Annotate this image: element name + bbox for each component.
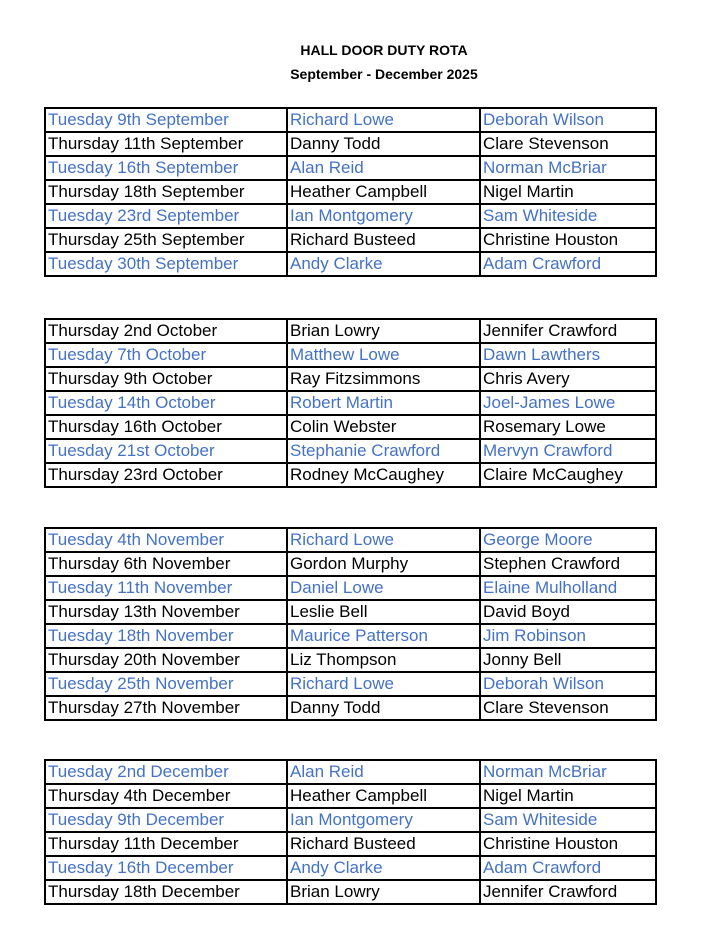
rota-table-december	[44, 759, 657, 905]
table-row	[45, 463, 656, 487]
duty-person-2-cell: Nigel Martin	[480, 784, 656, 808]
duty-date-cell: Tuesday 4th November	[45, 528, 287, 552]
duty-date-cell: Tuesday 9th September	[45, 108, 287, 132]
duty-date-cell: Thursday 2nd October	[45, 319, 287, 343]
table-row	[45, 367, 656, 391]
duty-person-2-cell: Mervyn Crawford	[480, 439, 656, 463]
duty-person-1-cell: Ray Fitzsimmons	[287, 367, 480, 391]
duty-person-2-cell: Sam Whiteside	[480, 204, 656, 228]
duty-date-cell: Tuesday 9th December	[45, 808, 287, 832]
duty-person-1-cell: Matthew Lowe	[287, 343, 480, 367]
duty-date-cell: Thursday 25th September	[45, 228, 287, 252]
duty-person-2-cell: Claire McCaughey	[480, 463, 656, 487]
duty-person-2-cell: Nigel Martin	[480, 180, 656, 204]
duty-date-cell: Tuesday 30th September	[45, 252, 287, 276]
table-row	[45, 600, 656, 624]
duty-person-2-cell: Christine Houston	[480, 228, 656, 252]
duty-person-1-cell: Gordon Murphy	[287, 552, 480, 576]
duty-person-2-cell: Sam Whiteside	[480, 808, 656, 832]
duty-person-2-cell: Norman McBriar	[480, 156, 656, 180]
table-row	[45, 576, 656, 600]
table-row	[45, 832, 656, 856]
duty-person-1-cell: Brian Lowry	[287, 880, 480, 904]
page-title: HALL DOOR DUTY ROTA	[300, 42, 468, 58]
duty-person-2-cell: Clare Stevenson	[480, 132, 656, 156]
duty-person-1-cell: Brian Lowry	[287, 319, 480, 343]
duty-person-2-cell: Jennifer Crawford	[480, 319, 656, 343]
duty-person-1-cell: Richard Lowe	[287, 672, 480, 696]
table-row	[45, 528, 656, 552]
duty-person-1-cell: Daniel Lowe	[287, 576, 480, 600]
rota-table-october	[44, 318, 657, 488]
table-row	[45, 439, 656, 463]
duty-date-cell: Tuesday 16th December	[45, 856, 287, 880]
duty-person-2-cell: Christine Houston	[480, 832, 656, 856]
duty-date-cell: Thursday 4th December	[45, 784, 287, 808]
duty-date-cell: Tuesday 25th November	[45, 672, 287, 696]
duty-date-cell: Tuesday 7th October	[45, 343, 287, 367]
duty-date-cell: Thursday 27th November	[45, 696, 287, 720]
duty-person-1-cell: Colin Webster	[287, 415, 480, 439]
duty-person-2-cell: Norman McBriar	[480, 760, 656, 784]
duty-person-1-cell: Andy Clarke	[287, 252, 480, 276]
duty-person-1-cell: Robert Martin	[287, 391, 480, 415]
duty-person-1-cell: Ian Montgomery	[287, 808, 480, 832]
duty-date-cell: Tuesday 23rd September	[45, 204, 287, 228]
table-row	[45, 760, 656, 784]
duty-person-1-cell: Richard Busteed	[287, 832, 480, 856]
table-row	[45, 108, 656, 132]
table-row	[45, 552, 656, 576]
duty-person-1-cell: Rodney McCaughey	[287, 463, 480, 487]
duty-person-2-cell: Deborah Wilson	[480, 672, 656, 696]
table-row	[45, 228, 656, 252]
duty-person-2-cell: George Moore	[480, 528, 656, 552]
duty-date-cell: Thursday 13th November	[45, 600, 287, 624]
duty-person-1-cell: Richard Busteed	[287, 228, 480, 252]
duty-person-2-cell: David Boyd	[480, 600, 656, 624]
table-row	[45, 784, 656, 808]
table-row	[45, 204, 656, 228]
duty-person-2-cell: Jennifer Crawford	[480, 880, 656, 904]
table-row	[45, 808, 656, 832]
duty-person-2-cell: Jonny Bell	[480, 648, 656, 672]
table-row	[45, 319, 656, 343]
duty-person-2-cell: Chris Avery	[480, 367, 656, 391]
table-row	[45, 672, 656, 696]
table-row	[45, 391, 656, 415]
duty-date-cell: Tuesday 14th October	[45, 391, 287, 415]
table-row	[45, 648, 656, 672]
duty-person-1-cell: Liz Thompson	[287, 648, 480, 672]
duty-person-2-cell: Elaine Mulholland	[480, 576, 656, 600]
duty-person-1-cell: Heather Campbell	[287, 180, 480, 204]
duty-date-cell: Tuesday 11th November	[45, 576, 287, 600]
table-row	[45, 415, 656, 439]
duty-date-cell: Thursday 9th October	[45, 367, 287, 391]
rota-table-november	[44, 527, 657, 721]
duty-person-2-cell: Clare Stevenson	[480, 696, 656, 720]
duty-person-1-cell: Alan Reid	[287, 156, 480, 180]
document-header	[0, 38, 712, 86]
table-row	[45, 156, 656, 180]
rota-table-september	[44, 107, 657, 277]
duty-person-2-cell: Jim Robinson	[480, 624, 656, 648]
duty-person-1-cell: Richard Lowe	[287, 108, 480, 132]
table-row	[45, 180, 656, 204]
duty-person-1-cell: Stephanie Crawford	[287, 439, 480, 463]
table-row	[45, 132, 656, 156]
duty-date-cell: Tuesday 18th November	[45, 624, 287, 648]
duty-person-1-cell: Andy Clarke	[287, 856, 480, 880]
duty-person-2-cell: Stephen Crawford	[480, 552, 656, 576]
duty-person-2-cell: Adam Crawford	[480, 856, 656, 880]
duty-person-2-cell: Adam Crawford	[480, 252, 656, 276]
table-row	[45, 252, 656, 276]
duty-person-2-cell: Joel-James Lowe	[480, 391, 656, 415]
duty-date-cell: Thursday 6th November	[45, 552, 287, 576]
duty-date-cell: Thursday 16th October	[45, 415, 287, 439]
duty-date-cell: Thursday 20th November	[45, 648, 287, 672]
duty-person-1-cell: Ian Montgomery	[287, 204, 480, 228]
duty-date-cell: Thursday 23rd October	[45, 463, 287, 487]
duty-person-2-cell: Deborah Wilson	[480, 108, 656, 132]
duty-date-cell: Thursday 11th September	[45, 132, 287, 156]
duty-date-cell: Thursday 18th December	[45, 880, 287, 904]
duty-person-1-cell: Leslie Bell	[287, 600, 480, 624]
duty-person-1-cell: Richard Lowe	[287, 528, 480, 552]
duty-date-cell: Tuesday 2nd December	[45, 760, 287, 784]
duty-date-cell: Tuesday 21st October	[45, 439, 287, 463]
duty-person-1-cell: Alan Reid	[287, 760, 480, 784]
table-row	[45, 880, 656, 904]
duty-date-cell: Tuesday 16th September	[45, 156, 287, 180]
duty-person-2-cell: Rosemary Lowe	[480, 415, 656, 439]
duty-person-1-cell: Heather Campbell	[287, 784, 480, 808]
duty-date-cell: Thursday 18th September	[45, 180, 287, 204]
duty-person-1-cell: Danny Todd	[287, 132, 480, 156]
duty-person-1-cell: Maurice Patterson	[287, 624, 480, 648]
table-row	[45, 343, 656, 367]
table-row	[45, 696, 656, 720]
duty-person-2-cell: Dawn Lawthers	[480, 343, 656, 367]
table-row	[45, 624, 656, 648]
duty-person-1-cell: Danny Todd	[287, 696, 480, 720]
duty-date-cell: Thursday 11th December	[45, 832, 287, 856]
table-row	[45, 856, 656, 880]
page-subtitle: September - December 2025	[290, 66, 478, 82]
